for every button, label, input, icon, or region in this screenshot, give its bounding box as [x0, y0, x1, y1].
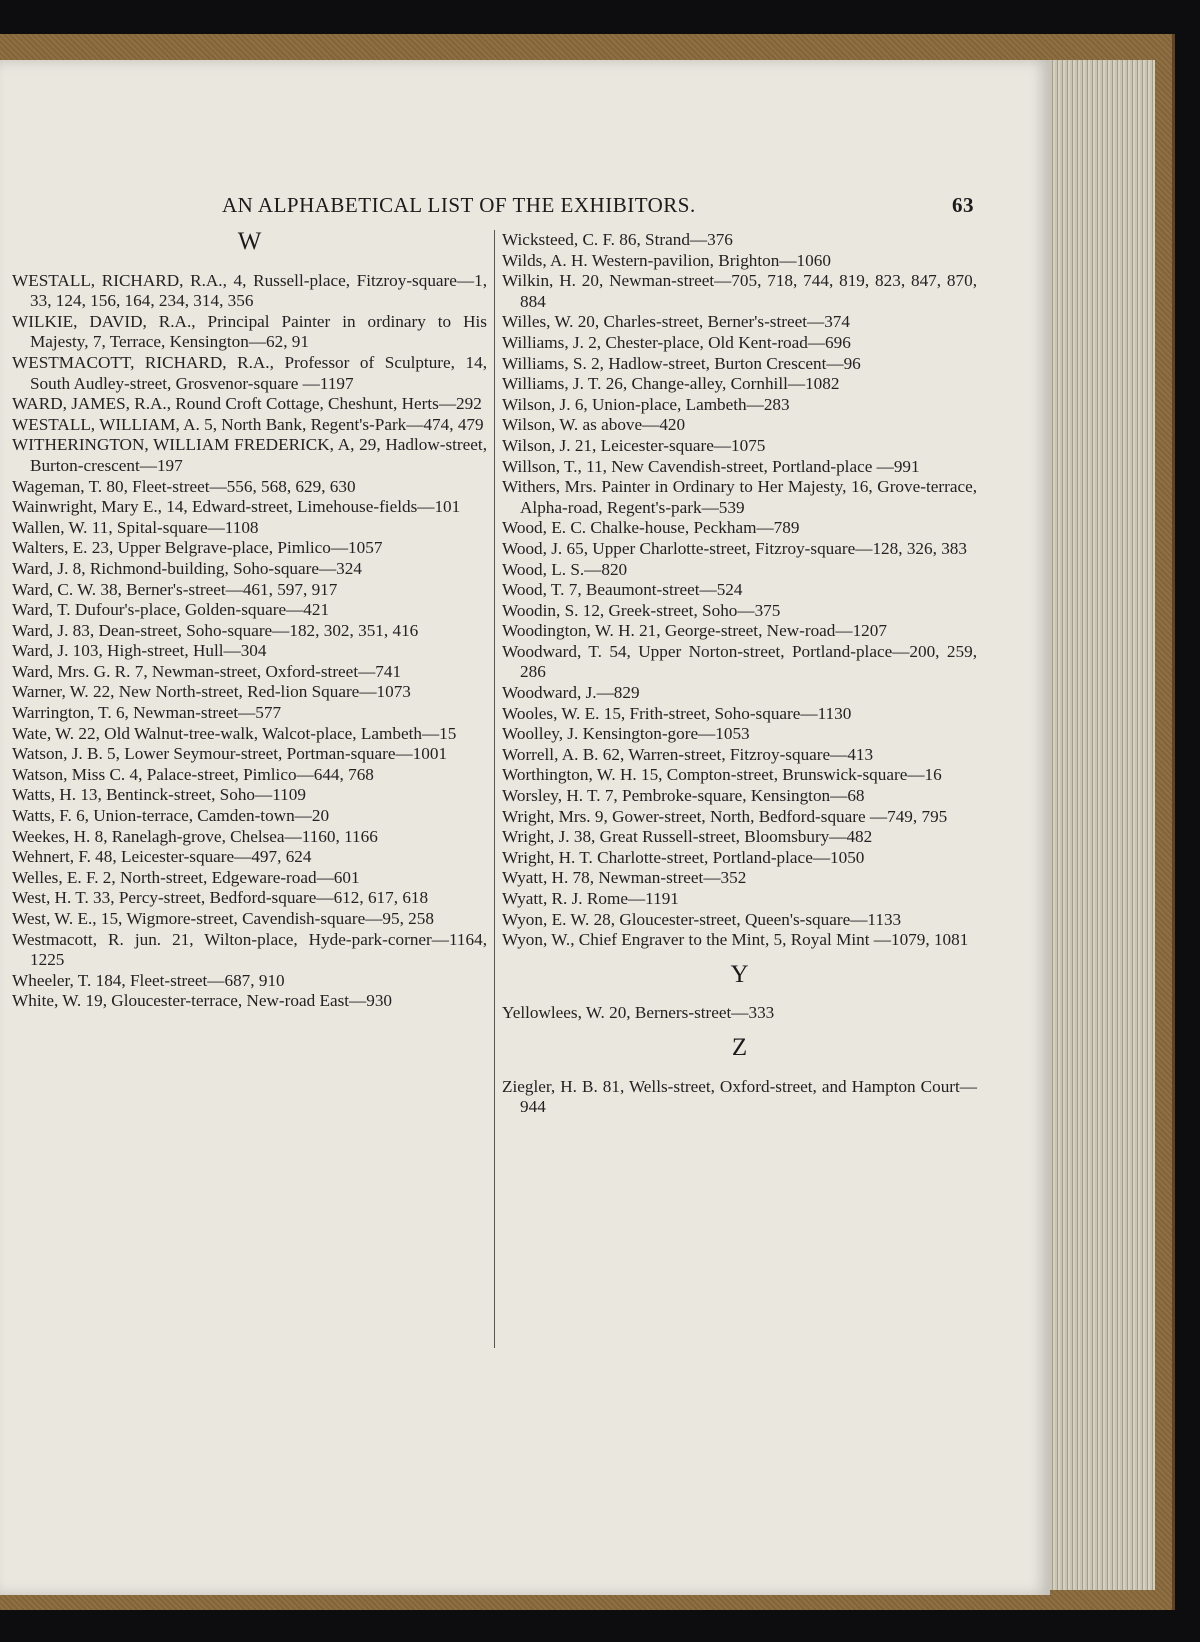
exhibitor-entry: Worsley, H. T. 7, Pembroke-square, Kensington—68 — [502, 786, 865, 806]
exhibitor-entry: Ward, J. 8, Richmond-building, Soho-square—324 — [12, 558, 362, 578]
exhibitor-entry: Weekes, H. 8, Ranelagh-grove, Chelsea—1160, 1166 — [12, 826, 378, 846]
exhibitor-entry: Yellowlees, W. 20, Berners-street—333 — [502, 1003, 775, 1023]
left-entry-list — [12, 271, 487, 1012]
page-edges — [1035, 60, 1155, 1590]
exhibitor-entry: Wood, J. 65, Upper Charlotte-street, Fitzroy-square—128, 326, 383 — [502, 538, 967, 558]
right-entry-list-z — [502, 1077, 977, 1118]
exhibitor-entry: Wheeler, T. 184, Fleet-street—687, 910 — [12, 970, 285, 990]
exhibitor-entry: Wyatt, H. 78, Newman-street—352 — [502, 868, 747, 888]
exhibitor-entry: Worrell, A. B. 62, Warren-street, Fitzroy-square—413 — [502, 744, 874, 764]
right-entry-list-y — [502, 1003, 977, 1024]
exhibitor-entry: Williams, J. T. 26, Change-alley, Cornhill—1082 — [502, 374, 840, 394]
exhibitor-entry: Ward, Mrs. G. R. 7, Newman-street, Oxford-street—741 — [12, 661, 402, 681]
exhibitor-entry: Woodward, T. 54, Upper Norton-street, Portland-place—200, 259, 286 — [502, 641, 977, 682]
exhibitor-entry: Wright, Mrs. 9, Gower-street, North, Bedford-square —749, 795 — [502, 806, 948, 826]
exhibitor-entry: Watts, F. 6, Union-terrace, Camden-town—20 — [12, 806, 330, 826]
exhibitor-entry: Wright, H. T. Charlotte-street, Portland-place—1050 — [502, 847, 865, 867]
exhibitor-entry: WARD, JAMES, R.A., Round Croft Cottage, Cheshunt, Herts—292 — [12, 394, 482, 414]
exhibitor-entry: Wicksteed, C. F. 86, Strand—376 — [502, 230, 733, 249]
exhibitor-entry: Warner, W. 22, New North-street, Red-lion Square—1073 — [12, 682, 411, 702]
exhibitor-entry: Williams, S. 2, Hadlow-street, Burton Crescent—96 — [502, 353, 861, 373]
exhibitor-entry: Wageman, T. 80, Fleet-street—556, 568, 629, 630 — [12, 476, 356, 496]
section-heading-z: Z — [731, 1033, 748, 1061]
exhibitor-entry: Wright, J. 38, Great Russell-street, Bloomsbury—482 — [502, 827, 873, 847]
exhibitor-entry: Wyatt, R. J. Rome—1191 — [502, 889, 679, 908]
exhibitor-entry: Ziegler, H. B. 81, Wells-street, Oxford-street, and Hampton Court—944 — [502, 1076, 977, 1117]
exhibitor-entry: WESTALL, RICHARD, R.A., 4, Russell-place, Fitzroy-square—1, 33, 124, 156, 164, 234, 314, 356 — [12, 270, 487, 311]
exhibitor-entry: Wyon, W., Chief Engraver to the Mint, 5, Royal Mint —1079, 1081 — [502, 930, 969, 950]
exhibitor-entry: Walters, E. 23, Upper Belgrave-place, Pimlico—1057 — [12, 538, 383, 558]
exhibitor-entry: Woodward, J.—829 — [502, 683, 640, 703]
exhibitor-entry: Watts, H. 13, Bentinck-street, Soho—1109 — [12, 785, 306, 805]
exhibitor-entry: West, W. E., 15, Wigmore-street, Cavendish-square—95, 258 — [12, 909, 434, 928]
exhibitor-entry: WITHERINGTON, WILLIAM FREDERICK, A, 29, Hadlow-street, Burton-crescent—197 — [12, 435, 487, 475]
right-entry-list-w — [502, 230, 977, 951]
exhibitor-entry: White, W. 19, Gloucester-terrace, New-road East—930 — [12, 991, 393, 1011]
exhibitor-entry: WESTMACOTT, RICHARD, R.A., Professor of Sculpture, 14, South Audley-street, Grosvenor-square —1197 — [12, 352, 487, 393]
exhibitor-entry: Wood, L. S.—820 — [502, 559, 628, 579]
exhibitor-entry: Welles, E. F. 2, North-street, Edgeware-road—601 — [12, 867, 360, 887]
exhibitor-entry: Watson, J. B. 5, Lower Seymour-street, Portman-square—1001 — [12, 744, 448, 764]
exhibitor-entry: Woodin, S. 12, Greek-street, Soho—375 — [502, 600, 781, 620]
exhibitor-entry: Wyon, E. W. 28, Gloucester-street, Queen's-square—1133 — [502, 909, 902, 929]
exhibitor-entry: Wilson, J. 21, Leicester-square—1075 — [502, 435, 766, 455]
exhibitor-entry: West, H. T. 33, Percy-street, Bedford-square—612, 617, 618 — [12, 888, 429, 908]
exhibitor-entry: Wilkin, H. 20, Newman-street—705, 718, 744, 819, 823, 847, 870, 884 — [502, 271, 977, 311]
exhibitor-entry: Worthington, W. H. 15, Compton-street, Brunswick-square—16 — [502, 765, 942, 785]
exhibitor-entry: Wainwright, Mary E., 14, Edward-street, Limehouse-fields—101 — [12, 497, 461, 517]
book-page — [0, 60, 1050, 1595]
exhibitor-entry: Woodington, W. H. 21, George-street, New-road—1207 — [502, 621, 887, 641]
exhibitor-entry: Ward, J. 103, High-street, Hull—304 — [12, 641, 267, 661]
exhibitor-entry: Wilds, A. H. Western-pavilion, Brighton—1060 — [502, 250, 831, 270]
exhibitor-entry: WESTALL, WILLIAM, A. 5, North Bank, Regent's-Park—474, 479 — [12, 414, 484, 434]
exhibitor-entry: Withers, Mrs. Painter in Ordinary to Her Majesty, 16, Grove-terrace, Alpha-road, Regent's-park—539 — [502, 477, 977, 517]
exhibitor-entry: Wallen, W. 11, Spital-square—1108 — [12, 517, 259, 537]
exhibitor-entry: Wooles, W. E. 15, Frith-street, Soho-square—1130 — [502, 703, 852, 723]
exhibitor-entry: Ward, C. W. 38, Berner's-street—461, 597, 917 — [12, 579, 338, 599]
exhibitor-entry: Willson, T., 11, New Cavendish-street, Portland-place —991 — [502, 456, 920, 476]
page-number: 63 — [952, 193, 974, 217]
exhibitor-entry: Wood, T. 7, Beaumont-street—524 — [502, 580, 743, 600]
section-heading-w: W — [237, 228, 262, 255]
exhibitor-entry: Westmacott, R. jun. 21, Wilton-place, Hyde-park-corner—1164, 1225 — [12, 929, 487, 970]
exhibitor-entry: Wehnert, F. 48, Leicester-square—497, 624 — [12, 847, 312, 867]
exhibitor-entry: Wood, E. C. Chalke-house, Peckham—789 — [502, 518, 800, 538]
left-column — [12, 230, 487, 1012]
section-heading-y: Y — [730, 960, 749, 988]
page-title: AN ALPHABETICAL LIST OF THE EXHIBITORS. — [222, 193, 696, 217]
exhibitor-entry: WILKIE, DAVID, R.A., Principal Painter in ordinary to His Majesty, 7, Terrace, Kensington—62, 91 — [12, 311, 487, 352]
exhibitor-entry: Williams, J. 2, Chester-place, Old Kent-road—696 — [502, 332, 851, 352]
exhibitor-entry: Woolley, J. Kensington-gore—1053 — [502, 724, 750, 744]
exhibitor-entry: Wilson, W. as above—420 — [502, 415, 686, 435]
exhibitor-entry: Ward, J. 83, Dean-street, Soho-square—182, 302, 351, 416 — [12, 620, 419, 640]
exhibitor-entry: Willes, W. 20, Charles-street, Berner's-street—374 — [502, 312, 850, 332]
exhibitor-entry: Wilson, J. 6, Union-place, Lambeth—283 — [502, 394, 790, 414]
column-divider — [494, 230, 495, 1348]
exhibitor-entry: Watson, Miss C. 4, Palace-street, Pimlico—644, 768 — [12, 764, 374, 784]
exhibitor-entry: Ward, T. Dufour's-place, Golden-square—421 — [12, 600, 330, 620]
exhibitor-entry: Warrington, T. 6, Newman-street—577 — [12, 703, 282, 723]
exhibitor-entry: Wate, W. 22, Old Walnut-tree-walk, Walcot-place, Lambeth—15 — [12, 723, 457, 743]
right-column — [502, 230, 977, 1118]
